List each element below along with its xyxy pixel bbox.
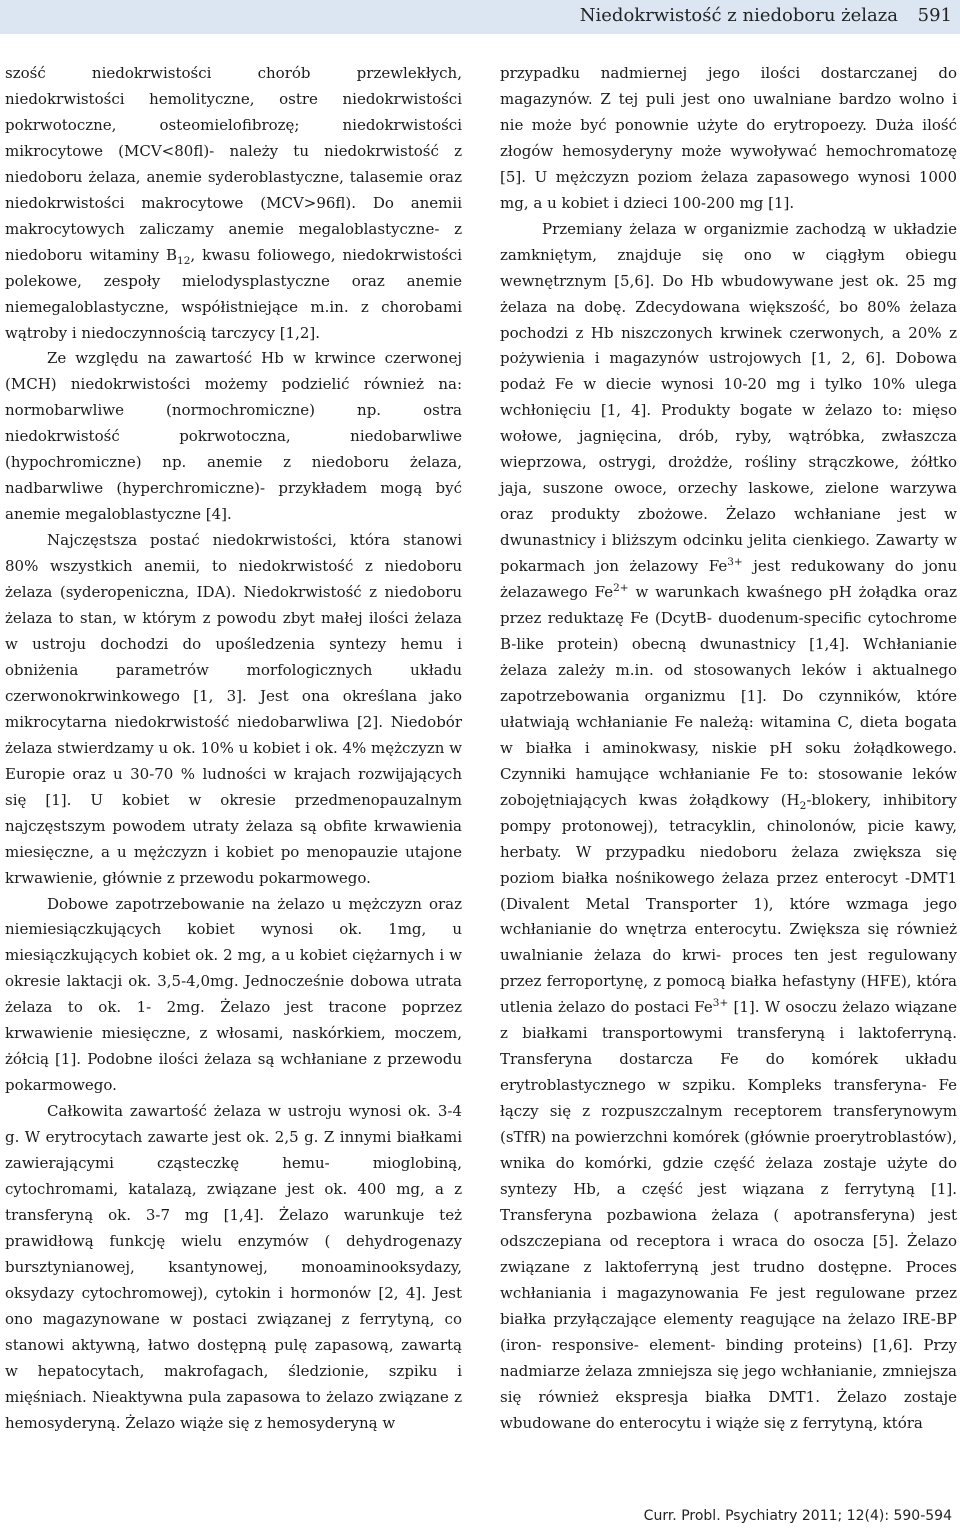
paragraph: Całkowita zawartość żelaza w ustroju wynosi ok. 3-4 g. W erytrocytach zawarte jest ok. 2,5 g. Z innymi białkami zawierającymi cząsteczkę hemu- mioglobiną, cytochromami, katalazą, związane jest ok. 400 mg, a z transferyną ok. 3-7 mg [1,4]. Żelazo warunkuje też prawidłową funkcję wielu enzymów ( dehydrogenazy bursztynianowej, ksantynowej, monoaminooksydazy, oksydazy cytochromowej), cytokin i hormonów [2, 4]. Jest ono magazynowane w postaci związanej z ferrytyną, co stanowi aktywną, łatwo dostępną pulę zapasową, zawartą w hepatocytach, makrofagach, śledzionie, szpiku i mięśniach. Nieaktywna pula zapasowa to żelazo związane z hemosyderyną. Żelazo wiąże się z hemosyderyną w [5,1102,462,1432]
paragraph: Najczęstsza postać niedokrwistości, która stanowi 80% wszystkich anemii, to niedokrwistość z niedoboru żelaza (syderopeniczna, IDA). Niedokrwistość z niedoboru żelaza to stan, w którym z powodu zbyt małej ilości żelaza w ustroju dochodzi do upośledzenia syntezy hemu i obniżenia parametrów morfologicznych układu czerwonokrwinkowego [1, 3]. Jest ona określana jako mikrocytarna niedokrwistość niedobarwliwa [2]. Niedobór żelaza stwierdzamy u ok. 10% u kobiet i ok. 4% mężczyzn w Europie oraz u 30-70 % ludności w krajach rozwijających się [1]. U kobiet w okresie przedmenopauzalnym najczęstszym powodem utraty żelaza są obfite krwawienia miesięczne, a u mężczyzn i kobiet po menopauzie utajone krwawienie, głównie z przewodu pokarmowego. [5,531,463,887]
superscript: 3+ [727,556,743,569]
paragraph-text: -blokery, inhibitory pompy protonowej), tetracyklin, chinolonów, picie kawy, herbaty. W przypadku niedoboru żelaza zwiększa się poziom białka nośnikowego żelaza przez enterocyt -DMT1 (Divalent Metal Transporter 1), które wzmaga jego wchłanianie do wnętrza enterocytu. Zwiększa się również uwalnianie żelaza do krwi- proces ten jest regulowany przez ferroportynę, z pomocą białka hefastyny (HFE), która utlenia żelazo do postaci Fe [500,790,957,1017]
page-number: 591 [917,5,952,26]
superscript: 3+ [712,997,729,1010]
paragraph [5,61,462,346]
running-header [0,0,960,34]
paragraph: przypadku nadmiernej jego ilości dostarczanej do magazynów. Z tej puli jest ono uwalniane bardzo wolno i nie może być ponownie użyte do erytropoezy. Duża ilość złogów hemosyderyny może wywoływać hemochromatozę [5]. U mężczyzn poziom żelaza zapasowego wynosi 1000 mg, a u kobiet i dzieci 100-200 mg [1]. [500,64,957,212]
paragraph: Dobowe zapotrzebowanie na żelazo u mężczyzn oraz niemiesiączkujących kobiet wynosi ok. 1mg, u miesiączkujących kobiet ok. 2 mg, a u kobiet ciężarnych i w okresie laktacji ok. 3,5-4,0mg. Jednocześnie dobowa utrata żelaza to ok. 1- 2mg. Żelazo jest tracone poprzez krwawienie miesięczne, z włosami, naskórkiem, moczem, żółcią [1]. Podobne ilości żelaza są wchłaniane z przewodu pokarmowego. [5,894,462,1095]
running-header-title: Niedokrwistość z niedoboru żelaza [579,5,898,26]
paragraph-text: w warunkach kwaśnego pH żołądka oraz przez reduktazę Fe (DcytB- duodenum-specific cytochrome B-like protein) obecną dwunastnicy [1,4]. Wchłanianie żelaza zależy m.in. od stosowanych leków i aktualnego zapotrzebowania organizmu [1]. Do czynników, które ułatwiają wchłanianie Fe należą: witamina C, dieta bogata w białka i aminokwasy, niskie pH soku żołądkowego. Czynniki hamujące wchłanianie Fe to: stosowanie leków zobojętniających kwas żołądkowy (H [500,583,957,809]
superscript: 2+ [613,582,629,595]
paragraph [500,217,957,1437]
paragraph-text: szość niedokrwistości chorób przewlekłych, niedokrwistości hemolityczne, ostre niedokrwistości pokrwotoczne, osteomielofibrozę; niedokrwistości mikrocytowe (MCV<80fl)- należy tu niedokrwistość z niedoboru żelaza, anemie syderoblastyczne, talasemie oraz niedokrwistości makrocytowe (MCV>96fl). Do anemii makrocytowych zaliczamy anemie megaloblastyczne- z niedoboru witaminy B [5,64,462,264]
paragraph: Ze względu na zawartość Hb w krwince czerwonej (MCH) niedokrwistości możemy podzielić również na: normobarwliwe (normochromiczne) np. ostra niedokrwistość pokrwotoczna, niedobarwliwe (hypochromiczne) np. anemie z niedoboru żelaza, nadbarwliwe (hyperchromiczne)- przykładem mogą być anemie megaloblastyczne [4]. [5,349,462,524]
right-column [500,61,957,1437]
subscript: 12 [177,254,191,267]
paragraph-text: [1]. W osoczu żelazo wiązane z białkami transportowymi transferyną i laktoferryną. Transferyna dostarcza Fe do komórek układu erytroblastycznego w szpiku. Kompleks transferyna- Fe łączy się z rozpuszczalnym receptorem transferynowym (sTfR) na powierzchni komórek (głównie proerytroblastów), wnika do komórki, gdzie część żelaza zostaje użyte do syntezy Hb, a część jest wiązana z ferrytyną [1]. Transferyna pozbawiona żelaza ( apotransferyna) jest odszczepiana od receptora i wraca do osocza [5]. Żelazo związane z laktoferryną jest trudno dostępne. Proces wchłaniania i magazynowania Fe jest regulowane przez białka przyłączające elementy reagujące na żelazo IRE-BP (iron- responsive- element- binding proteins) [1,6]. Przy nadmiarze żelaza zmniejsza się jego wchłanianie, zmniejsza się również ekspresja białka DMT1. Żelazo zostaje wbudowane do enterocytu i wiąże się z ferrytyną, która [500,998,957,1432]
paragraph-text: jest redukowany do jonu żelazawego Fe [500,557,957,602]
paragraph-text: Przemiany żelaza w organizmie zachodzą w układzie zamkniętym, znajduje się ono w ciągłym obiegu wewnętrznym [5,6]. Do Hb wbudowywane jest ok. 25 mg żelaza na dobę. Zdecydowana większość, bo 80% żelaza pochodzi z Hb niszczonych krwinek czerwonych, a 20% z pożywienia i magazynów ustrojowych [1, 2, 6]. Dobowa podaż Fe w diecie wynosi 10-20 mg i tylko 10% ulega wchłonięciu [1, 4]. Produkty bogate w żelazo to: mięso wołowe, jagnięcina, drób, ryby, wątróbka, zwłaszcza wieprzowa, ostrygi, drożdże, rośliny strączkowe, żółtko jaja, suszone owoce, orzechy laskowe, zielone warzywa oraz produkty zbożowe. Żelazo wchłaniane jest w dwunastnicy i bliższym odcinku jelita cienkiego. Zawarty w pokarmach jon żelazowy Fe [500,219,957,576]
left-column [5,61,462,1437]
journal-citation: Curr. Probl. Psychiatry 2011; 12(4): 590-594 [643,1508,952,1524]
subscript: 2 [799,799,807,812]
paragraph-text: , kwasu foliowego, niedokrwistości polekowe, zespoły mielodysplastyczne oraz anemie niemegaloblastyczne, współistniejące m.in. z chorobami wątroby i niedoczynnością tarczycy [1,2]. [5,245,462,342]
